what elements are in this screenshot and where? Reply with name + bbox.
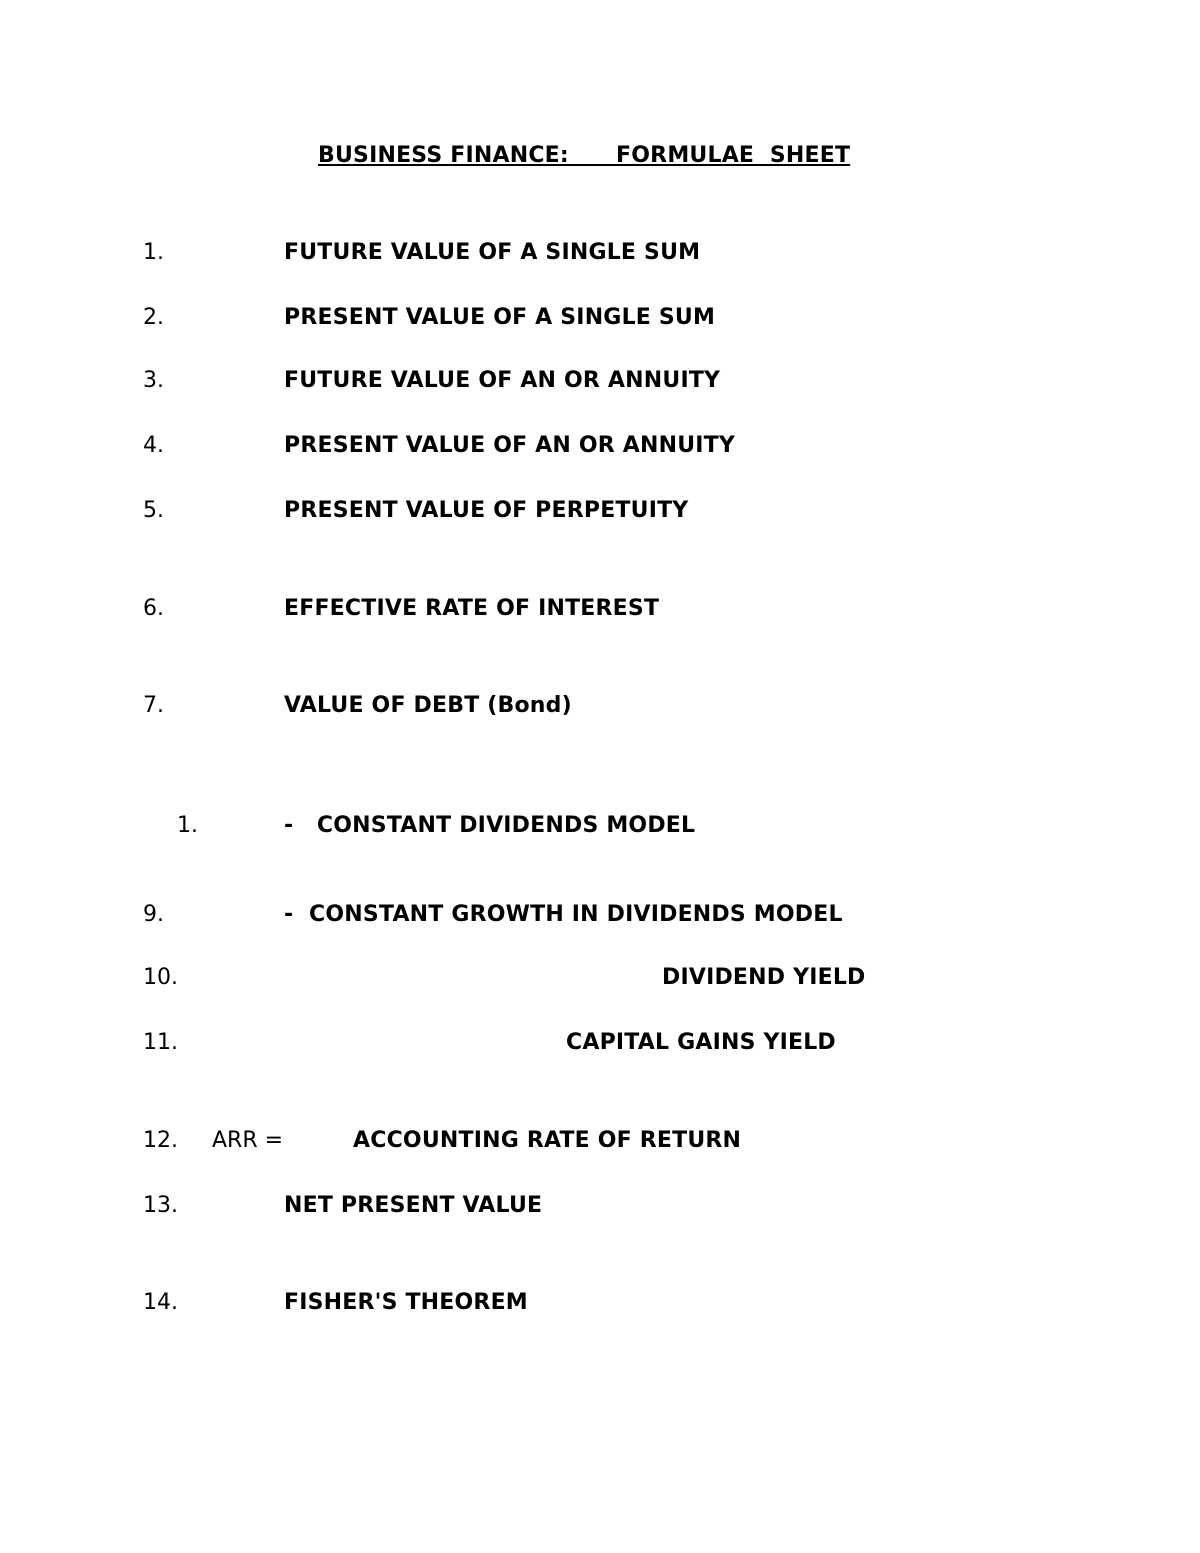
list-item-6 — [0, 596, 1200, 626]
item-number: 7. — [143, 693, 164, 718]
page-title: BUSINESS FINANCE: FORMULAE SHEET — [318, 143, 851, 168]
item-label: FUTURE VALUE OF AN OR ANNUITY — [284, 368, 721, 393]
list-item-12 — [0, 1128, 1200, 1158]
item-number: 1. — [143, 240, 164, 265]
item-number: 11. — [143, 1030, 178, 1055]
item-number: 6. — [143, 596, 164, 621]
list-item-2 — [0, 305, 1200, 335]
item-number: 5. — [143, 498, 164, 523]
item-number: 13. — [143, 1193, 178, 1218]
list-item-3 — [0, 368, 1200, 398]
list-item-1 — [0, 240, 1200, 270]
item-label: CAPITAL GAINS YIELD — [566, 1030, 836, 1055]
item-label: PRESENT VALUE OF A SINGLE SUM — [284, 305, 716, 330]
list-item-14 — [0, 1290, 1200, 1320]
list-item-8 — [0, 813, 1200, 843]
item-label: - CONSTANT GROWTH IN DIVIDENDS MODEL — [284, 902, 843, 927]
list-item-10 — [0, 965, 1200, 995]
item-label: DIVIDEND YIELD — [662, 965, 866, 990]
item-label: VALUE OF DEBT (Bond) — [284, 693, 572, 718]
item-label: PRESENT VALUE OF AN OR ANNUITY — [284, 433, 736, 458]
item-label: FUTURE VALUE OF A SINGLE SUM — [284, 240, 701, 265]
item-number: 2. — [143, 305, 164, 330]
list-item-5 — [0, 498, 1200, 528]
item-label: PRESENT VALUE OF PERPETUITY — [284, 498, 689, 523]
list-item-13 — [0, 1193, 1200, 1223]
item-number: 12. — [143, 1128, 178, 1153]
item-number: 3. — [143, 368, 164, 393]
list-item-4 — [0, 433, 1200, 463]
item-number: 10. — [143, 965, 178, 990]
item-label: NET PRESENT VALUE — [284, 1193, 543, 1218]
list-item-9 — [0, 902, 1200, 932]
list-item-11 — [0, 1030, 1200, 1060]
item-label: FISHER'S THEOREM — [284, 1290, 528, 1315]
item-label: - CONSTANT DIVIDENDS MODEL — [284, 813, 696, 838]
list-item-7 — [0, 693, 1200, 723]
item-number: 9. — [143, 902, 164, 927]
item-label: EFFECTIVE RATE OF INTEREST — [284, 596, 660, 621]
item-number: 14. — [143, 1290, 178, 1315]
item-number: 1. — [177, 813, 198, 838]
item-prefix: ARR = — [212, 1128, 284, 1153]
item-label: ACCOUNTING RATE OF RETURN — [353, 1128, 742, 1153]
item-number: 4. — [143, 433, 164, 458]
